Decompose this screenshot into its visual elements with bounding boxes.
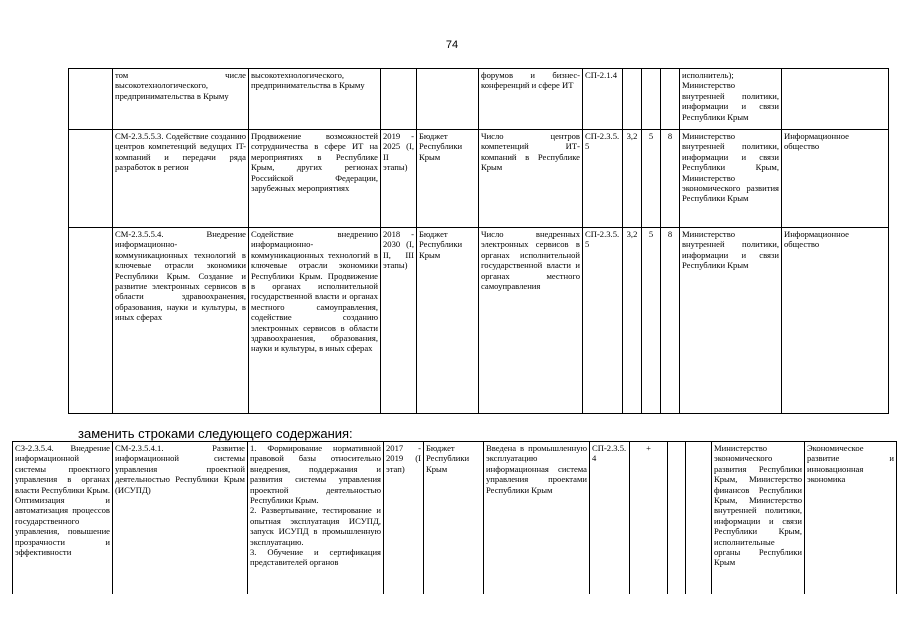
cell-activity: Содействие внедрению информационно-коммуникационных технологий в ключевые отрасли экономики Республики Крым. Продвижение в органах исполнительной государственной власти и органах местного самоуправления, содействие созданию электронных сервисов в области здравоохранения, образования, науки и культуры, в иных сферах	[249, 228, 381, 414]
cell-strategic-goal: СЗ-2.3.5.4. Внедрение информационной системы проектного управления в органах власти Республики Крым. Оптимизация и автоматизация процессов государственного управления, повышение прозрачности и эффективности	[13, 442, 113, 595]
cell-period	[381, 69, 417, 130]
cell-responsible: исполнитель); Министерство внутренней политики, информации и связи Республики Крым	[680, 69, 782, 130]
measures-table-bottom	[12, 441, 897, 594]
cell-value-3	[686, 442, 712, 595]
cell-indicator: Число центров компетенций ИТ-компаний в Республике Крым	[479, 130, 583, 228]
cell-value-1: 3,2	[623, 130, 642, 228]
cell-program-code: СП-2.3.5.4	[590, 442, 630, 595]
cell-period: 2019 - 2025 (I, II этапы)	[381, 130, 417, 228]
cell-strategic-goal	[69, 228, 113, 414]
page-number: 74	[445, 39, 459, 51]
cell-strategic-goal	[69, 130, 113, 228]
table-row	[69, 228, 889, 414]
cell-funding: Бюджет Республики Крым	[417, 228, 479, 414]
cell-value-1	[623, 69, 642, 130]
cell-value-1: 3,2	[623, 228, 642, 414]
cell-value-2	[668, 442, 686, 595]
cell-value-3: 8	[661, 228, 680, 414]
cell-funding: Бюджет Республики Крым	[424, 442, 484, 595]
cell-indicator: Число внедренных электронных сервисов в органах исполнительной государственной власти и органах местного самоуправления	[479, 228, 583, 414]
cell-responsible: Министерство внутренней политики, информации и связи Республики Крым	[680, 228, 782, 414]
cell-value-2	[642, 69, 661, 130]
cell-indicator: форумов и бизнес-конференций и сфере ИТ	[479, 69, 583, 130]
cell-value-3: 8	[661, 130, 680, 228]
table-row	[69, 69, 889, 130]
cell-value-2: 5	[642, 130, 661, 228]
cell-program-code: СП-2.1.4	[583, 69, 623, 130]
table-row	[13, 442, 897, 595]
measures-table-top	[68, 68, 889, 414]
cell-strategic-goal	[69, 69, 113, 130]
cell-measure: СМ-2.3.5.4.1. Развитие информационной системы управления проектной деятельностью Республики Крым (ИСУПД)	[113, 442, 248, 595]
cell-period: 2017 - 2019 (I этап)	[384, 442, 424, 595]
table-row	[69, 130, 889, 228]
cell-period: 2018 - 2030 (I, II, III этапы)	[381, 228, 417, 414]
cell-program	[782, 69, 889, 130]
cell-indicator: Введена в промышленную эксплуатацию информационная система управления проектами Республики Крым	[484, 442, 590, 595]
cell-measure: СМ-2.3.5.5.3. Содействие созданию центров компетенций ведущих IT-компаний и передачи ряда разработок в регион	[113, 130, 249, 228]
cell-value-3	[661, 69, 680, 130]
cell-funding	[417, 69, 479, 130]
cell-activity: Продвижение возможностей сотрудничества в сфере ИТ на мероприятиях в Республике Крым, других регионах Российской Федерации, зарубежных мероприятиях	[249, 130, 381, 228]
cell-responsible: Министерство внутренней политики, информации и связи Республики Крым, Министерство экономического развития Республики Крым	[680, 130, 782, 228]
cell-measure: том числе высокотехнологического, предпринимательства в Крыму	[113, 69, 249, 130]
cell-program-code: СП-2.3.5.5	[583, 228, 623, 414]
cell-program: Экономическое развитие и инновационная экономика	[805, 442, 897, 595]
cell-value-2: 5	[642, 228, 661, 414]
cell-funding: Бюджет Республики Крым	[417, 130, 479, 228]
cell-activity: 1. Формирование нормативной правовой базы относительно внедрения, поддержания и развития системы управления проектной деятельностью Республики Крым. 2. Развертывание, тестирование и опытная эксплуатация ИСУПД, запуск ИСУПД в промышленную эксплуатацию. 3. Обучение и сертификация представителей органов	[248, 442, 384, 595]
cell-responsible: Министерство экономического развития Республики Крым, Министерство финансов Республики Крым, Министерство внутренней политики, информации и связи Республики Крым, исполнительные органы Республики Крым	[712, 442, 805, 595]
cell-program-code: СП-2.3.5.5	[583, 130, 623, 228]
cell-measure: СМ-2.3.5.5.4. Внедрение информационно-коммуникационных технологий в ключевые отрасли экономики Республики Крым. Создание и развитие электронных сервисов в области здравоохранения, образования, науки и культуры, в иных сферах	[113, 228, 249, 414]
replace-caption: заменить строками следующего содержания:	[78, 426, 353, 441]
cell-activity: высокотехнологического, предпринимательства в Крыму	[249, 69, 381, 130]
cell-program: Информационное общество	[782, 228, 889, 414]
cell-value-1: +	[630, 442, 668, 595]
cell-program: Информационное общество	[782, 130, 889, 228]
